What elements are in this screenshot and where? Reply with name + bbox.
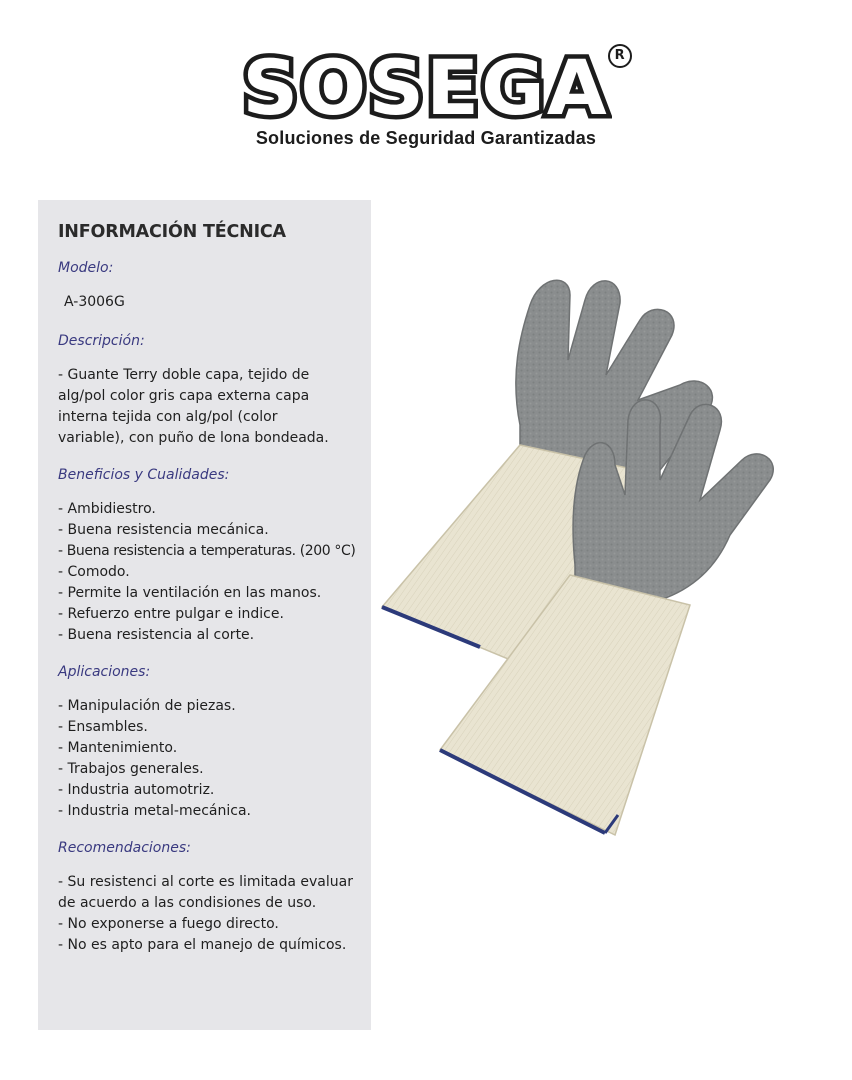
list-item: - Refuerzo entre pulgar e indice. <box>58 606 284 622</box>
list-item: - No exponerse a fuego directo. <box>58 916 279 932</box>
list-item: - Manipulación de piezas. <box>58 698 236 714</box>
list-item: de acuerdo a las condisiones de uso. <box>58 895 317 911</box>
benefits-list <box>58 499 356 646</box>
list-item: - Buena resistencia al corte. <box>58 627 255 643</box>
logo <box>242 43 625 132</box>
registered-mark-icon: R <box>608 44 632 68</box>
description-text: - Guante Terry doble capa, tejido de alg/pol color gris capa externa capa interna tejida con alg/pol (color variable), con puño de lona bondeada. <box>58 367 329 446</box>
recommendations-label: Recomendaciones: <box>58 840 191 856</box>
list-item: - Su resistenci al corte es limitada evaluar <box>58 874 353 890</box>
list-item: - Ambidiestro. <box>58 501 156 517</box>
logo-wordmark: SOSEGA <box>242 43 610 132</box>
list-item: - Buena resistencia mecánica. <box>58 522 269 538</box>
list-item: - Permite la ventilación en las manos. <box>58 585 322 601</box>
model-label: Modelo: <box>58 260 114 276</box>
list-item: - Trabajos generales. <box>58 761 204 777</box>
list-item: - Buena resistencia a temperaturas. (200 °C) <box>58 543 356 559</box>
list-item: - Comodo. <box>58 564 130 580</box>
product-image-gloves <box>370 255 830 855</box>
panel-title: INFORMACIÓN TÉCNICA <box>58 222 286 242</box>
list-item: - Industria automotriz. <box>58 782 215 798</box>
applications-label: Aplicaciones: <box>58 664 151 680</box>
applications-list <box>58 696 353 822</box>
brand-tagline: Soluciones de Seguridad Garantizadas <box>255 128 597 148</box>
recommendations-list <box>58 872 353 956</box>
benefits-label: Beneficios y Cualidades: <box>58 467 230 483</box>
list-item: - Ensambles. <box>58 719 148 735</box>
description-label: Descripción: <box>58 333 145 349</box>
gloves-illustration <box>370 255 830 855</box>
list-item: - Industria metal-mecánica. <box>58 803 251 819</box>
list-item: - Mantenimiento. <box>58 740 178 756</box>
technical-info-panel <box>38 200 371 1030</box>
brand-header <box>0 43 852 149</box>
model-value: A-3006G <box>64 294 125 310</box>
list-item: - No es apto para el manejo de químicos. <box>58 937 347 953</box>
